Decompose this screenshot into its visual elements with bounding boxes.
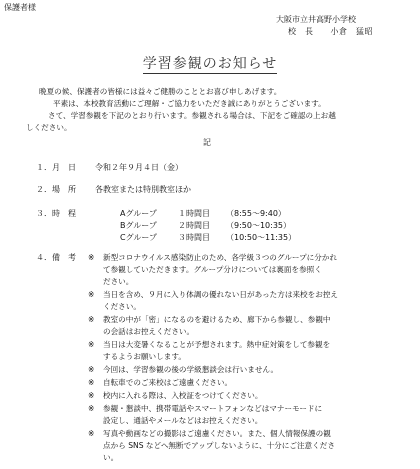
note-item [88,377,418,389]
note-item [88,428,418,464]
note-line: 教室の中が「密」になるのを避けるため、廊下から参観し、参観中 [103,315,331,324]
intro-paragraph [0,86,420,134]
group-a-name: Aグループ [120,209,157,218]
note-mark: ※ [88,253,95,262]
group-c-time: （10:50～11:35） [226,233,297,242]
note-mark: ※ [88,391,95,400]
date-value: 令和２年９月４日（金） [95,163,183,172]
note-item [88,289,418,313]
date-label: １．月 日 [36,163,76,172]
note-line: 校内に入れる際は、入校証をつけてください。 [103,391,263,400]
note-mark: ※ [88,378,95,387]
note-line: い。 [103,453,119,462]
intro-line: 晩夏の候、保護者の皆様には益々ご健勝のこととお喜び申しあげます。 [39,87,282,96]
note-line: 自転車でのご来校はご遠慮ください。 [103,378,233,387]
group-a-period: １時間目 [178,209,210,218]
note-line: 点から SNS などへ無断でアップしないように、十分にご注意くださ [103,441,335,450]
note-line: ください。 [103,302,141,311]
group-b-period: ２時間目 [178,221,210,230]
note-line: するようお願いします。 [103,352,186,361]
intro-line: 平素は、本校教育活動にご理解・ご協力をいただき誠にありがとうございます。 [53,99,326,108]
principal-name: 校 長 小倉 猛昭 [288,27,373,36]
schedule-label: ３．時 程 [36,209,76,218]
group-a-time: （8:55～9:40） [226,209,286,218]
place-label: ２．場 所 [36,185,76,194]
group-c-name: Cグループ [120,233,157,242]
salutation: 保護者様 [4,3,36,12]
place-value: 各教室または特別教室ほか [95,185,191,194]
note-line: て参観していただきます。グループ分けについては裏面を参照く [103,265,322,274]
document-title: 学習参観のお知らせ [142,56,278,72]
note-line: 設定し、通話やメールなどはお控えください。 [103,416,263,425]
note-line: ださい。 [103,277,134,286]
group-b-time: （9:50～10:35） [226,221,292,230]
note-mark: ※ [88,290,95,299]
intro-line: しください。 [26,123,72,132]
note-mark: ※ [88,315,95,324]
group-b-name: Bグループ [120,221,157,230]
notes-label: ４．備 考 [36,253,76,262]
intro-line: さて、学習参観を下記のとおり行います。参観される場合は、下記をご確認の上お越 [48,111,336,120]
note-mark: ※ [88,340,95,349]
notes-list [88,252,418,465]
note-line: 写真や動画などの撮影はご遠慮ください。また、個人情報保護の観 [103,429,331,438]
note-item [88,403,418,427]
note-line: の会話はお控えください。 [103,327,195,336]
note-item [88,339,418,363]
note-item [88,314,418,338]
note-line: 当日を含め、９月に入り体調の優れない日があった方は来校をお控え [103,290,339,299]
note-item [88,364,418,376]
note-mark: ※ [88,365,95,374]
note-item [88,252,418,288]
ki-heading: 記 [203,138,211,147]
group-c-period: ３時間目 [178,233,210,242]
note-line: 今回は、学習参観の後の学級懇談会は行いません。 [103,365,279,374]
note-line: 当日は大変暑くなることが予想されます。熱中症対策をして参観を [103,340,331,349]
note-line: 参観・懇談中、携帯電話やスマートフォンなどはマナーモードに [103,404,323,413]
document-title-wrap [0,53,420,73]
note-mark: ※ [88,429,95,438]
note-mark: ※ [88,404,95,413]
note-line: 新型コロナウイルス感染防止のため、各学級３つのグループに分かれ [103,253,338,262]
note-item [88,390,418,402]
school-name: 大阪市立井高野小学校 [276,15,356,24]
